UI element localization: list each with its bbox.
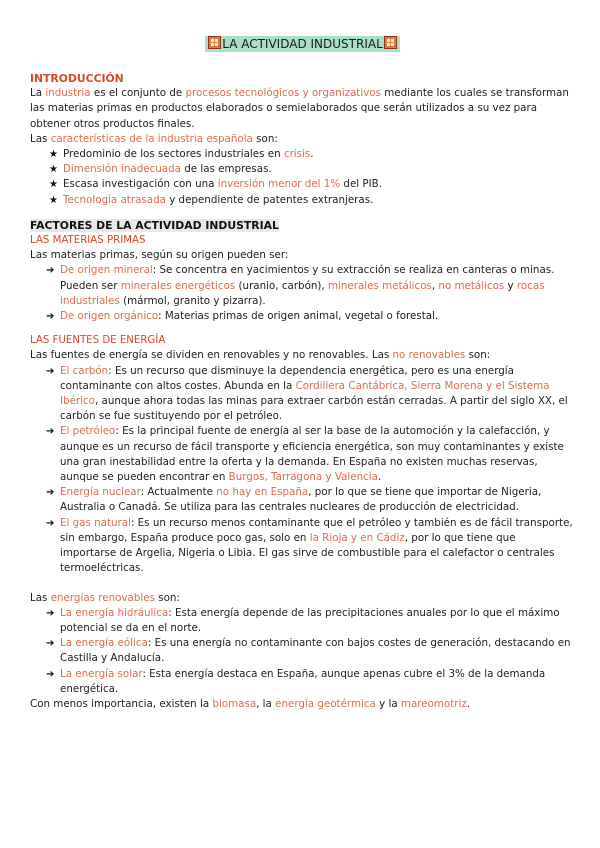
- arrow-bullet-icon: ➔: [46, 607, 55, 619]
- highlight-term: Cordillera Cantábrica, Sierra Morena y el Sistema Ibérico: [60, 379, 550, 408]
- highlight-term: El petróleo: [60, 425, 116, 438]
- title-highlight: LA ACTIVIDAD INDUSTRIAL: [205, 36, 400, 52]
- paragraph: [30, 591, 575, 606]
- star-bullet-icon: ★: [49, 164, 58, 176]
- text-run: : Esta energía depende de las precipitaciones anuales por lo que el máximo potencial se da en el norte.: [60, 606, 560, 634]
- page-title: [30, 36, 575, 52]
- text-run: Escasa investigación con una: [63, 178, 218, 191]
- highlight-term: características de la industria española: [50, 132, 253, 145]
- text-run: de las empresas.: [180, 163, 272, 176]
- text-run: : Actualmente: [140, 486, 217, 499]
- section-heading-introduccion: INTRODUCCIÓN: [30, 72, 124, 85]
- highlight-term: no hay en España: [216, 486, 309, 499]
- highlight-term: El gas natural: [60, 516, 131, 529]
- text-run: , aunque ahora todas las minas para extraer carbón están cerradas. A partir del siglo XX, el carbón se fue sustituyendo por el petróleo.: [60, 395, 568, 423]
- arrow-bullet-icon: ➔: [46, 365, 55, 377]
- text-run: , por lo que se tiene que importar de Nigeria, Australia o Canadá. Se utiliza para las centrales nucleares de producción de electricidad.: [60, 486, 542, 514]
- list-item: [30, 485, 575, 515]
- text-run: : Es una energía no contaminante con bajos costes de generación, destacando en Castilla y Andalucía.: [60, 637, 571, 665]
- paragraph: [30, 132, 575, 147]
- text-run: , por lo que tiene que importarse de Argelia, Nigeria o Libia. El gas sirve de combustible para el calefactor o centrales termoeléctricas.: [60, 531, 555, 575]
- arrow-bullet-icon: ➔: [46, 517, 55, 529]
- highlight-term: Burgos, Tarragona y Valencia: [228, 471, 378, 484]
- section-heading-factores: FACTORES DE LA ACTIVIDAD INDUSTRIAL: [30, 218, 279, 232]
- highlight-term: procesos tecnológicos y organizativos: [185, 87, 381, 100]
- list-item: [30, 636, 575, 666]
- list-item: [30, 309, 575, 324]
- list-item: [30, 606, 575, 636]
- highlight-term: crisis: [283, 148, 311, 161]
- highlight-term: minerales metálicos: [327, 279, 432, 292]
- document-page: [30, 36, 575, 712]
- highlight-term: industria: [45, 87, 91, 100]
- text-run: : Es un recurso menos contaminante que el petróleo y también es de fácil transporte, sin embargo, España produce poco gas, solo en: [60, 516, 573, 544]
- highlight-term: energías renovables: [50, 591, 155, 604]
- materias-list: [30, 263, 575, 324]
- highlight-term: no metálicos: [438, 279, 505, 292]
- list-item: [30, 177, 575, 192]
- text-run: Las: [30, 591, 51, 604]
- highlight-term: La energía eólica: [60, 637, 148, 650]
- highlight-term: La energía hidráulica: [60, 606, 169, 619]
- highlight-term: energía geotérmica: [275, 697, 376, 710]
- text-run: y dependiente de patentes extranjeras.: [165, 193, 374, 206]
- text-run: .: [310, 148, 314, 161]
- paragraph: [30, 248, 575, 263]
- text-run: ,: [431, 279, 439, 292]
- paragraph: [30, 348, 575, 363]
- text-run: y la: [375, 697, 401, 710]
- highlight-term: La energía solar: [60, 667, 143, 680]
- list-item: [30, 364, 575, 425]
- list-item: [30, 162, 575, 177]
- arrow-bullet-icon: ➔: [46, 487, 55, 499]
- highlight-term: Tecnología atrasada: [63, 193, 166, 206]
- text-run: son:: [252, 132, 278, 145]
- text-run: Las fuentes de energía se dividen en renovables y no renovables. Las: [30, 349, 393, 362]
- star-bullet-icon: ★: [49, 149, 58, 161]
- text-run: (mármol, granito y pizarra).: [119, 294, 266, 307]
- paragraph: [30, 86, 575, 132]
- star-bullet-icon: ★: [49, 179, 58, 191]
- star-bullet-icon: ★: [49, 194, 58, 206]
- highlight-term: Energía nuclear: [60, 486, 141, 499]
- text-run: La: [30, 87, 46, 100]
- highlight-term: El carbón: [60, 364, 109, 377]
- highlight-term: la Rioja y en Cádiz: [309, 531, 405, 544]
- renovables-list: [30, 606, 575, 697]
- subsection-heading-materias: LAS MATERIAS PRIMAS: [30, 235, 146, 247]
- text-run: : Es un recurso que disminuye la dependencia energética, pero es una energía contaminante con altos costes. Abunda en la: [60, 364, 514, 392]
- list-item: [30, 424, 575, 485]
- list-item: [30, 516, 575, 577]
- text-run: del PIB.: [340, 178, 383, 191]
- arrow-bullet-icon: ➔: [46, 311, 55, 323]
- text-run: Las: [30, 132, 51, 145]
- text-run: Las materias primas, según su origen pueden ser:: [30, 249, 289, 262]
- paragraph: [30, 697, 575, 712]
- text-run: : Esta energía destaca en España, aunque apenas cubre el 3% de la demanda energética.: [60, 667, 546, 695]
- list-item: [30, 263, 575, 309]
- factory-icon: [384, 36, 397, 49]
- spacer: [30, 577, 575, 591]
- highlight-term: De origen orgánico: [60, 310, 159, 323]
- list-item: [30, 667, 575, 697]
- text-run: .: [377, 471, 382, 484]
- characteristics-list: [30, 147, 575, 208]
- arrow-bullet-icon: ➔: [46, 265, 55, 277]
- text-run: .: [466, 697, 471, 710]
- no-renovables-list: [30, 364, 575, 577]
- text-run: mediante los cuales se transforman las materias primas en productos elaborados o semielaborados que serán utilizados a su vez para obtener otros productos finales.: [30, 87, 569, 130]
- text-run: , la: [256, 697, 276, 710]
- highlight-term: no renovables: [392, 349, 466, 362]
- text-run: y: [504, 279, 517, 292]
- list-item: [30, 193, 575, 208]
- subsection-heading-energia: LAS FUENTES DE ENERGÍA: [30, 335, 166, 347]
- highlight-term: minerales energéticos: [120, 279, 236, 292]
- highlight-term: rocas industriales: [60, 279, 545, 307]
- highlight-term: biomasa: [212, 697, 257, 710]
- text-run: (uranio, carbón),: [235, 279, 328, 292]
- list-item: [30, 147, 575, 162]
- text-run: Predominio de los sectores industriales en: [63, 148, 284, 161]
- highlight-term: mareomotriz: [400, 697, 467, 710]
- highlight-term: inversión menor del 1%: [217, 178, 341, 191]
- text-run: es el conjunto de: [90, 87, 186, 100]
- text-run: : Se concentra en yacimientos y su extracción se realiza en canteras o minas. Pueden ser: [60, 264, 555, 292]
- text-run: : Es la principal fuente de energía al ser la base de la automoción y la calefacción, y aunque es un recurso de fácil transporte y eficiencia energética, son muy contaminantes y existe una gran inestabilidad entre la oferta y la demanda. En España no existen muchas reservas, aunque se pueden encontrar en: [60, 425, 564, 484]
- text-run: Con menos importancia, existen la: [30, 697, 213, 710]
- arrow-bullet-icon: ➔: [46, 668, 55, 680]
- text-run: : Materias primas de origen animal, vegetal o forestal.: [158, 310, 439, 323]
- highlight-term: De origen mineral: [60, 264, 153, 277]
- highlight-term: Dimensión inadecuada: [63, 163, 181, 176]
- arrow-bullet-icon: ➔: [46, 638, 55, 650]
- text-run: son:: [465, 349, 491, 362]
- factory-icon: [208, 36, 221, 49]
- text-run: son:: [154, 591, 180, 604]
- arrow-bullet-icon: ➔: [46, 426, 55, 438]
